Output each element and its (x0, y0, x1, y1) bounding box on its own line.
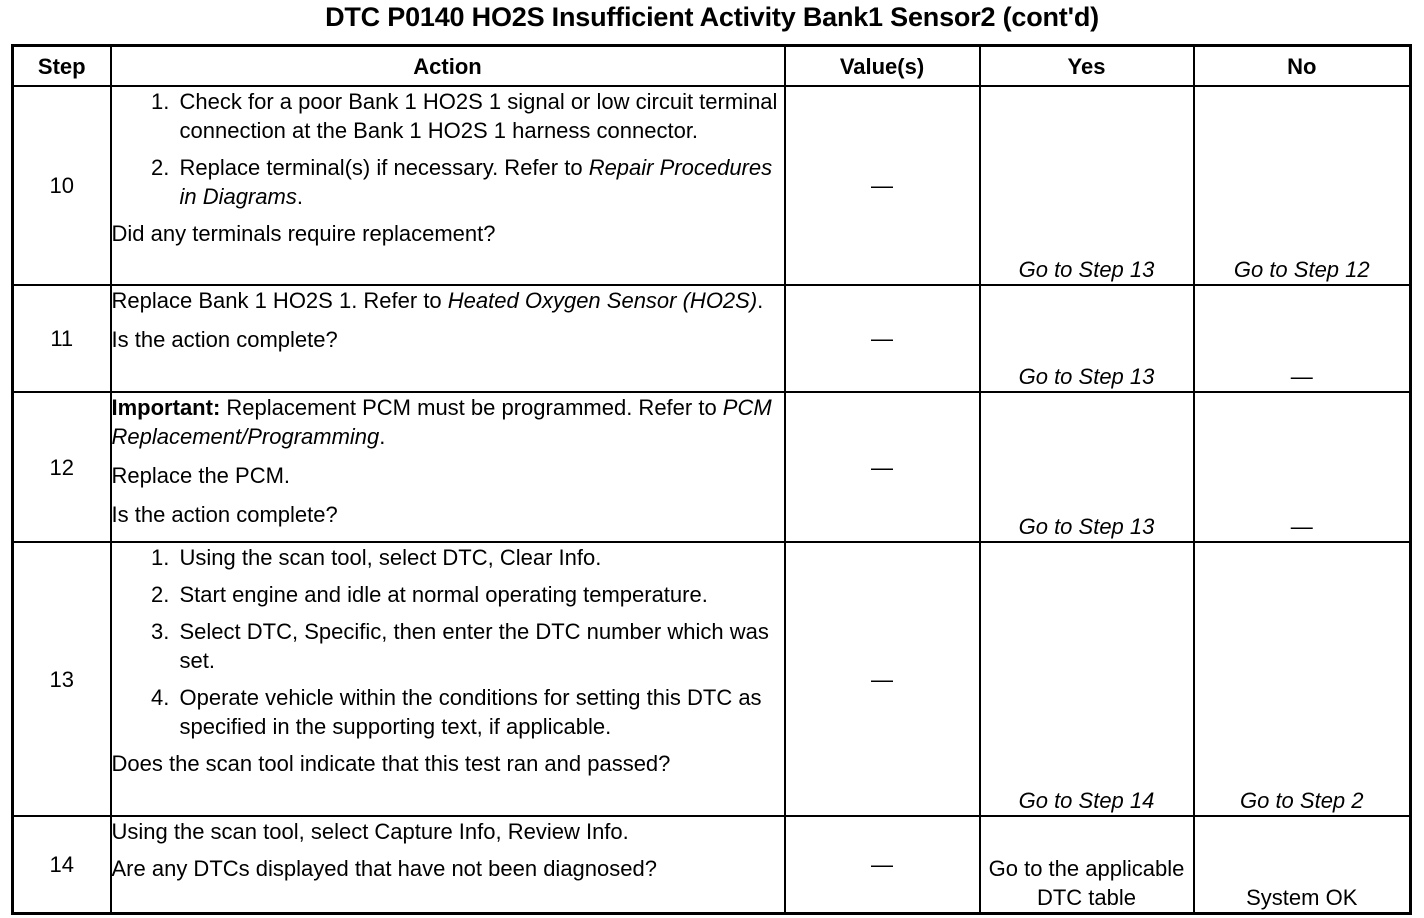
action-text: Replace the PCM. (111, 463, 291, 488)
action-text: Using the scan tool, select Capture Info, Review Info. (111, 819, 629, 844)
action-list (112, 543, 784, 741)
action-text: Replace Bank 1 HO2S 1. Refer to Heated Oxygen Sensor (HO2S). (111, 288, 764, 313)
action-item: 3. Select DTC, Specific, then enter the DTC number which was set. (176, 617, 784, 675)
question-text: Are any DTCs displayed that have not been diagnosed? (111, 856, 657, 881)
action-item: 4. Operate vehicle within the conditions for setting this DTC as specified in the supporting text, if applicable. (176, 683, 784, 741)
reference-link: PCM Replacement/Programming (111, 395, 772, 449)
header-step: Step (13, 46, 111, 87)
reference-link: Heated Oxygen Sensor (HO2S) (447, 288, 758, 313)
action-item: 1. Using the scan tool, select DTC, Clear Info. (176, 543, 784, 572)
no-cell: Go to Step 12 (1194, 86, 1411, 285)
action-cell (111, 392, 785, 542)
value-cell: — (785, 542, 980, 816)
header-yes: Yes (980, 46, 1194, 87)
value-cell: — (785, 816, 980, 913)
no-cell: — (1194, 392, 1411, 542)
action-item: 2. Replace terminal(s) if necessary. Refer to Repair Procedures in Diagrams. (176, 153, 784, 211)
value-cell: — (785, 392, 980, 542)
dtc-table (11, 44, 1412, 915)
table-row (13, 86, 1411, 285)
step-number: 10 (13, 86, 111, 285)
no-cell: — (1194, 285, 1411, 392)
header-row (13, 46, 1411, 87)
yes-cell: Go to Step 13 (980, 285, 1194, 392)
question-text: Is the action complete? (111, 502, 338, 527)
header-no: No (1194, 46, 1411, 87)
no-cell: Go to Step 2 (1194, 542, 1411, 816)
value-cell: — (785, 285, 980, 392)
question-text: Is the action complete? (111, 327, 338, 352)
value-cell: — (785, 86, 980, 285)
step-number: 11 (13, 285, 111, 392)
yes-cell: Go to Step 13 (980, 392, 1194, 542)
header-values: Value(s) (785, 46, 980, 87)
action-cell (111, 816, 785, 913)
step-number: 12 (13, 392, 111, 542)
table-row (13, 285, 1411, 392)
action-cell (111, 542, 785, 816)
action-cell (111, 285, 785, 392)
header-action: Action (111, 46, 785, 87)
yes-cell: Go to the applicable DTC table (980, 816, 1194, 913)
no-cell: System OK (1194, 816, 1411, 913)
yes-cell: Go to Step 13 (980, 86, 1194, 285)
question-text: Did any terminals require replacement? (111, 221, 496, 246)
step-number: 14 (13, 816, 111, 913)
reference-link: Repair Procedures in Diagrams (179, 155, 773, 209)
action-cell (111, 86, 785, 285)
page-title: DTC P0140 HO2S Insufficient Activity Bank1 Sensor2 (cont'd) (325, 2, 1099, 32)
table-row (13, 542, 1411, 816)
step-number: 13 (13, 542, 111, 816)
table-row (13, 816, 1411, 913)
question-text: Does the scan tool indicate that this test ran and passed? (111, 751, 671, 776)
yes-cell: Go to Step 14 (980, 542, 1194, 816)
action-item: 1. Check for a poor Bank 1 HO2S 1 signal or low circuit terminal connection at the Bank 1 HO2S 1 harness connector. (176, 87, 784, 145)
table-row (13, 392, 1411, 542)
action-item: 2. Start engine and idle at normal operating temperature. (176, 580, 784, 609)
action-list (112, 87, 784, 211)
important-note: Important: Replacement PCM must be programmed. Refer to PCM Replacement/Programming. (111, 395, 772, 449)
